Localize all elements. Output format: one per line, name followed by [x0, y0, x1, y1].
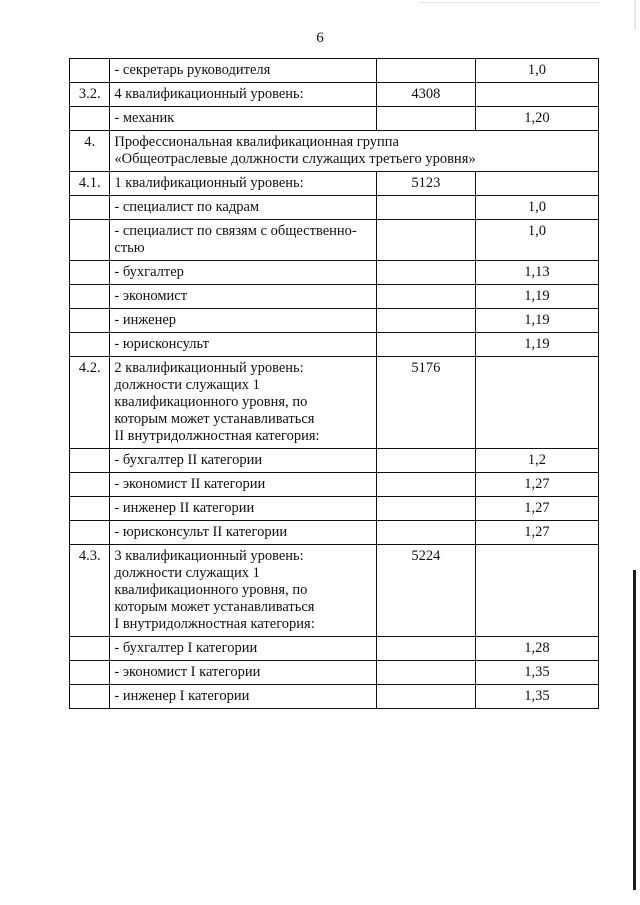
position-name-cell: - инженер II категории: [110, 497, 377, 521]
row-number-cell: [70, 196, 110, 220]
position-name-cell: - инженер I категории: [110, 685, 377, 709]
table-row: [70, 172, 599, 196]
code-cell: [376, 637, 475, 661]
coefficient-cell: 1,2: [475, 449, 598, 473]
position-name-cell: 1 квалификационный уровень:: [110, 172, 377, 196]
group-title-cell: Профессиональная квалификационная группа «Общеотраслевые должности служащих третьего уровня»: [110, 131, 599, 172]
coefficient-cell: 1,0: [475, 59, 598, 83]
row-number-cell: [70, 261, 110, 285]
coefficient-cell: 1,19: [475, 309, 598, 333]
position-name-cell: - механик: [110, 107, 377, 131]
table-row: [70, 357, 599, 449]
row-number-cell: 4.3.: [70, 545, 110, 637]
code-cell: [376, 661, 475, 685]
scan-edge: [633, 570, 636, 890]
table-row: [70, 309, 599, 333]
position-name-cell: 4 квалификационный уровень:: [110, 83, 377, 107]
position-name-cell: - инженер: [110, 309, 377, 333]
row-number-cell: 4.: [70, 131, 110, 172]
coefficient-cell: 1,19: [475, 333, 598, 357]
coefficient-cell: 1,27: [475, 521, 598, 545]
coefficient-cell: 1,27: [475, 497, 598, 521]
code-cell: [376, 333, 475, 357]
table-row: [70, 333, 599, 357]
coefficient-cell: 1,19: [475, 285, 598, 309]
code-cell: 4308: [376, 83, 475, 107]
code-cell: [376, 449, 475, 473]
table-row: [70, 473, 599, 497]
table-row: [70, 261, 599, 285]
position-name-cell: - секретарь руководителя: [110, 59, 377, 83]
table-body: [70, 59, 599, 709]
code-cell: [376, 521, 475, 545]
row-number-cell: [70, 685, 110, 709]
row-number-cell: 3.2.: [70, 83, 110, 107]
code-cell: [376, 309, 475, 333]
position-name-cell: - экономист II категории: [110, 473, 377, 497]
position-name-cell: - специалист по связям с общественно- стью: [110, 220, 377, 261]
table-row: [70, 107, 599, 131]
code-cell: [376, 196, 475, 220]
qualification-table: [69, 58, 599, 709]
position-name-cell: - экономист: [110, 285, 377, 309]
table-row: [70, 521, 599, 545]
position-name-cell: - бухгалтер I категории: [110, 637, 377, 661]
position-name-cell: - юрисконсульт II категории: [110, 521, 377, 545]
position-name-cell: - бухгалтер: [110, 261, 377, 285]
row-number-cell: [70, 497, 110, 521]
row-number-cell: [70, 333, 110, 357]
row-number-cell: [70, 309, 110, 333]
table-row: [70, 685, 599, 709]
coefficient-cell: [475, 172, 598, 196]
row-number-cell: [70, 473, 110, 497]
row-number-cell: 4.1.: [70, 172, 110, 196]
coefficient-cell: 1,35: [475, 685, 598, 709]
coefficient-cell: 1,28: [475, 637, 598, 661]
scan-edge-top: [634, 0, 636, 30]
row-number-cell: [70, 107, 110, 131]
row-number-cell: [70, 661, 110, 685]
coefficient-cell: 1,35: [475, 661, 598, 685]
code-cell: [376, 685, 475, 709]
position-name-cell: - бухгалтер II категории: [110, 449, 377, 473]
row-number-cell: [70, 59, 110, 83]
code-cell: [376, 473, 475, 497]
table-row: [70, 83, 599, 107]
row-number-cell: [70, 637, 110, 661]
code-cell: [376, 497, 475, 521]
table-row: [70, 661, 599, 685]
coefficient-cell: 1,0: [475, 220, 598, 261]
coefficient-cell: [475, 83, 598, 107]
position-name-cell: 2 квалификационный уровень: должности служащих 1 квалификационного уровня, по которым может устанавливаться II внутридолжностная категория:: [110, 357, 377, 449]
table-row: [70, 449, 599, 473]
coefficient-cell: 1,20: [475, 107, 598, 131]
row-number-cell: [70, 449, 110, 473]
coefficient-cell: [475, 545, 598, 637]
code-cell: [376, 261, 475, 285]
coefficient-cell: 1,27: [475, 473, 598, 497]
table-row: [70, 131, 599, 172]
position-name-cell: 3 квалификационный уровень: должности служащих 1 квалификационного уровня, по которым может устанавливаться I внутридолжностная категория:: [110, 545, 377, 637]
code-cell: [376, 59, 475, 83]
coefficient-cell: 1,13: [475, 261, 598, 285]
position-name-cell: - экономист I категории: [110, 661, 377, 685]
row-number-cell: [70, 285, 110, 309]
table-row: [70, 196, 599, 220]
table-row: [70, 497, 599, 521]
code-cell: 5224: [376, 545, 475, 637]
coefficient-cell: 1,0: [475, 196, 598, 220]
table-row: [70, 545, 599, 637]
coefficient-cell: [475, 357, 598, 449]
position-name-cell: - специалист по кадрам: [110, 196, 377, 220]
row-number-cell: [70, 220, 110, 261]
table-row: [70, 637, 599, 661]
table-row: [70, 59, 599, 83]
code-cell: [376, 285, 475, 309]
table-row: [70, 220, 599, 261]
scan-artifact: [420, 2, 600, 7]
table-row: [70, 285, 599, 309]
row-number-cell: 4.2.: [70, 357, 110, 449]
code-cell: [376, 107, 475, 131]
page-number: 6: [316, 30, 324, 46]
row-number-cell: [70, 521, 110, 545]
code-cell: 5123: [376, 172, 475, 196]
code-cell: [376, 220, 475, 261]
position-name-cell: - юрисконсульт: [110, 333, 377, 357]
code-cell: 5176: [376, 357, 475, 449]
